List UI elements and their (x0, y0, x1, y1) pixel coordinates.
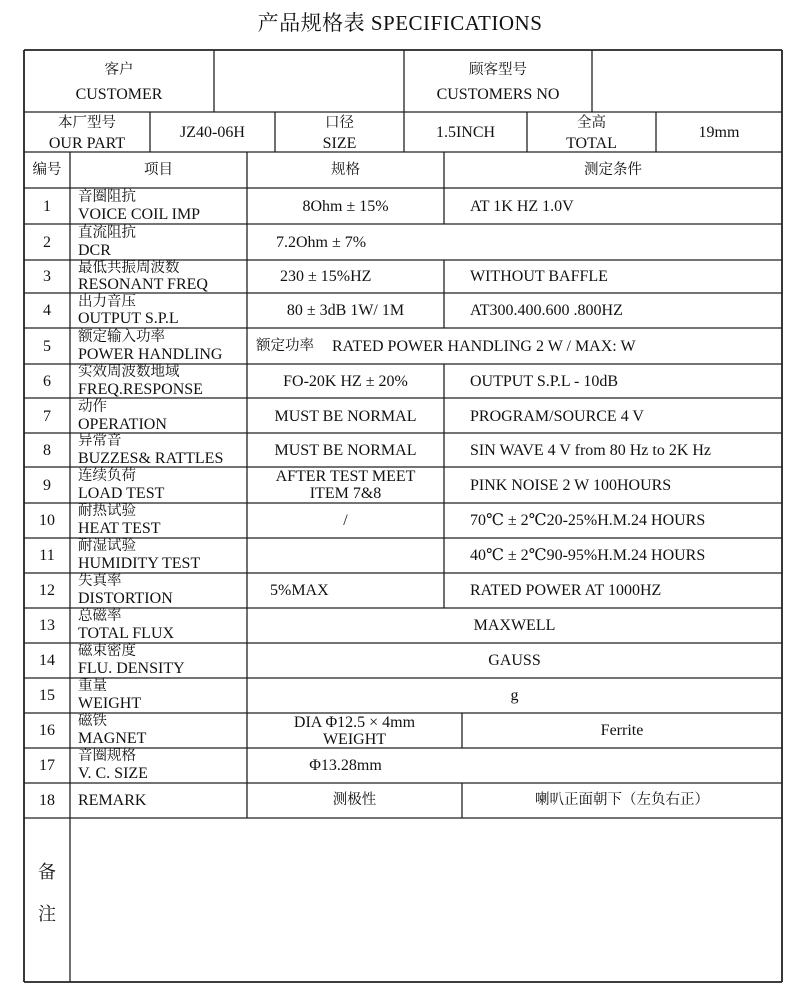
spec-value: 7.2Ohm ± 7% (276, 234, 367, 251)
item-zh: 最低共振周波数 (78, 260, 180, 276)
row-no: 2 (43, 234, 51, 251)
row-no: 16 (39, 722, 55, 739)
page-title: 产品规格表 SPECIFICATIONS (257, 11, 543, 35)
item-zh: 失真率 (78, 573, 122, 589)
spec-value: 230 ± 15%HZ (280, 268, 372, 285)
item-zh: 异常音 (78, 433, 122, 449)
row-no: 18 (39, 792, 55, 809)
item-zh: 磁束密度 (78, 643, 136, 659)
row-no: 13 (39, 617, 55, 634)
spec-value: MUST BE NORMAL (274, 408, 417, 425)
row-no: 14 (39, 652, 55, 669)
spec-value: 8Ohm ± 15% (302, 198, 389, 215)
item-en: BUZZES& RATTLES (78, 450, 224, 467)
item-en: FLU. DENSITY (78, 660, 185, 677)
item-zh: 总磁率 (78, 608, 122, 624)
condition-value: 40℃ ± 2℃90-95%H.M.24 HOURS (470, 547, 706, 564)
item-zh: 实效周波数地域 (78, 364, 180, 380)
condition-value: 喇叭正面朝下（左负右正） (535, 792, 709, 808)
total-label-zh: 全高 (577, 115, 606, 131)
item-en: VOICE COIL IMP (78, 206, 201, 223)
row-no: 9 (43, 477, 51, 494)
condition-value: Ferrite (600, 722, 644, 739)
rated-power-label-zh: 额定功率 (256, 338, 314, 354)
row-no: 10 (39, 512, 55, 529)
item-en: RESONANT FREQ (78, 276, 208, 293)
total-value: 19mm (698, 124, 740, 141)
item-zh: 音圈规格 (78, 748, 136, 764)
row-no: 11 (39, 547, 55, 564)
item-en: HUMIDITY TEST (78, 555, 201, 572)
unit-value: MAXWELL (473, 617, 556, 634)
condition-value: 70℃ ± 2℃20-25%H.M.24 HOURS (470, 512, 706, 529)
item-en: REMARK (78, 792, 147, 809)
item-en: LOAD TEST (78, 485, 165, 502)
item-en: DISTORTION (78, 590, 173, 607)
item-zh: 动作 (78, 399, 107, 415)
item-en: WEIGHT (78, 695, 142, 712)
row-no: 8 (43, 442, 51, 459)
item-en: FREQ.RESPONSE (78, 381, 203, 398)
rated-power-handling: RATED POWER HANDLING 2 W / MAX: W (332, 338, 636, 355)
item-zh: 音圈阻抗 (78, 189, 136, 205)
customer-no-label-en: CUSTOMERS NO (436, 86, 560, 103)
total-label-en: TOTAL (566, 135, 617, 152)
row-no: 17 (39, 757, 55, 774)
item-en: MAGNET (78, 730, 147, 747)
item-zh: 耐湿试验 (78, 538, 136, 554)
our-part-label-en: OUR PART (48, 135, 126, 152)
row-no: 1 (43, 198, 51, 215)
unit-value: g (510, 687, 519, 704)
condition-value: AT300.400.600 .800HZ (470, 302, 623, 319)
condition-value: PROGRAM/SOURCE 4 V (470, 408, 644, 425)
row-no: 3 (43, 268, 51, 285)
spec-value: 80 ± 3dB 1W/ 1M (286, 302, 405, 319)
item-en: DCR (78, 242, 111, 259)
spec-value-line2: WEIGHT (322, 731, 387, 748)
item-en: V. C. SIZE (78, 765, 148, 782)
item-zh: 磁铁 (78, 713, 107, 729)
spec-value-line1: AFTER TEST MEET (275, 468, 416, 485)
spec-value: / (343, 512, 348, 529)
item-zh: 额定输入功率 (78, 329, 165, 345)
col-header-spec: 规格 (331, 162, 360, 178)
spec-value: MUST BE NORMAL (274, 442, 417, 459)
condition-value: AT 1K HZ 1.0V (470, 198, 574, 215)
notes-label-char1: 备 (38, 862, 56, 883)
row-no: 6 (43, 373, 51, 390)
item-zh: 重量 (78, 678, 107, 694)
row-no: 4 (43, 302, 51, 319)
size-label-zh: 口径 (325, 115, 354, 131)
condition-value: PINK NOISE 2 W 100HOURS (470, 477, 672, 494)
spec-value-line1: DIA Φ12.5 × 4mm (293, 714, 416, 731)
spec-value: FO-20K HZ ± 20% (283, 373, 408, 390)
spec-value: 5%MAX (270, 582, 329, 599)
row-no: 15 (39, 687, 55, 704)
col-header-item: 项目 (144, 162, 173, 178)
item-zh: 直流阻抗 (78, 225, 136, 241)
condition-value: WITHOUT BAFFLE (470, 268, 608, 285)
customer-label-en: CUSTOMER (75, 86, 163, 103)
customer-label-zh: 客户 (104, 62, 134, 78)
notes-label-char2: 注 (38, 904, 56, 925)
item-en: OPERATION (78, 416, 167, 433)
our-part-value: JZ40-06H (180, 124, 245, 141)
item-zh: 耐热试验 (78, 503, 136, 519)
row-no: 5 (43, 338, 51, 355)
condition-value: OUTPUT S.P.L - 10dB (470, 373, 619, 390)
size-label-en: SIZE (322, 135, 357, 152)
size-value: 1.5INCH (435, 124, 496, 141)
spec-value: Φ13.28mm (309, 757, 382, 774)
item-en: HEAT TEST (78, 520, 161, 537)
item-en: OUTPUT S.P.L (78, 310, 179, 327)
condition-value: RATED POWER AT 1000HZ (470, 582, 662, 599)
customer-no-label-zh: 顾客型号 (469, 62, 527, 78)
col-header-no: 编号 (32, 162, 62, 178)
condition-value: SIN WAVE 4 V from 80 Hz to 2K Hz (470, 442, 712, 459)
item-en: POWER HANDLING (78, 346, 223, 363)
our-part-label-zh: 本厂型号 (58, 115, 116, 131)
spec-value-line2: ITEM 7&8 (309, 485, 382, 502)
row-no: 12 (39, 582, 55, 599)
spec-value: 测极性 (332, 792, 377, 808)
item-en: TOTAL FLUX (78, 625, 175, 642)
item-zh: 连续负荷 (78, 468, 136, 484)
item-zh: 出力音压 (78, 294, 136, 310)
row-no: 7 (43, 408, 51, 425)
unit-value: GAUSS (488, 652, 541, 669)
col-header-condition: 测定条件 (584, 162, 642, 178)
